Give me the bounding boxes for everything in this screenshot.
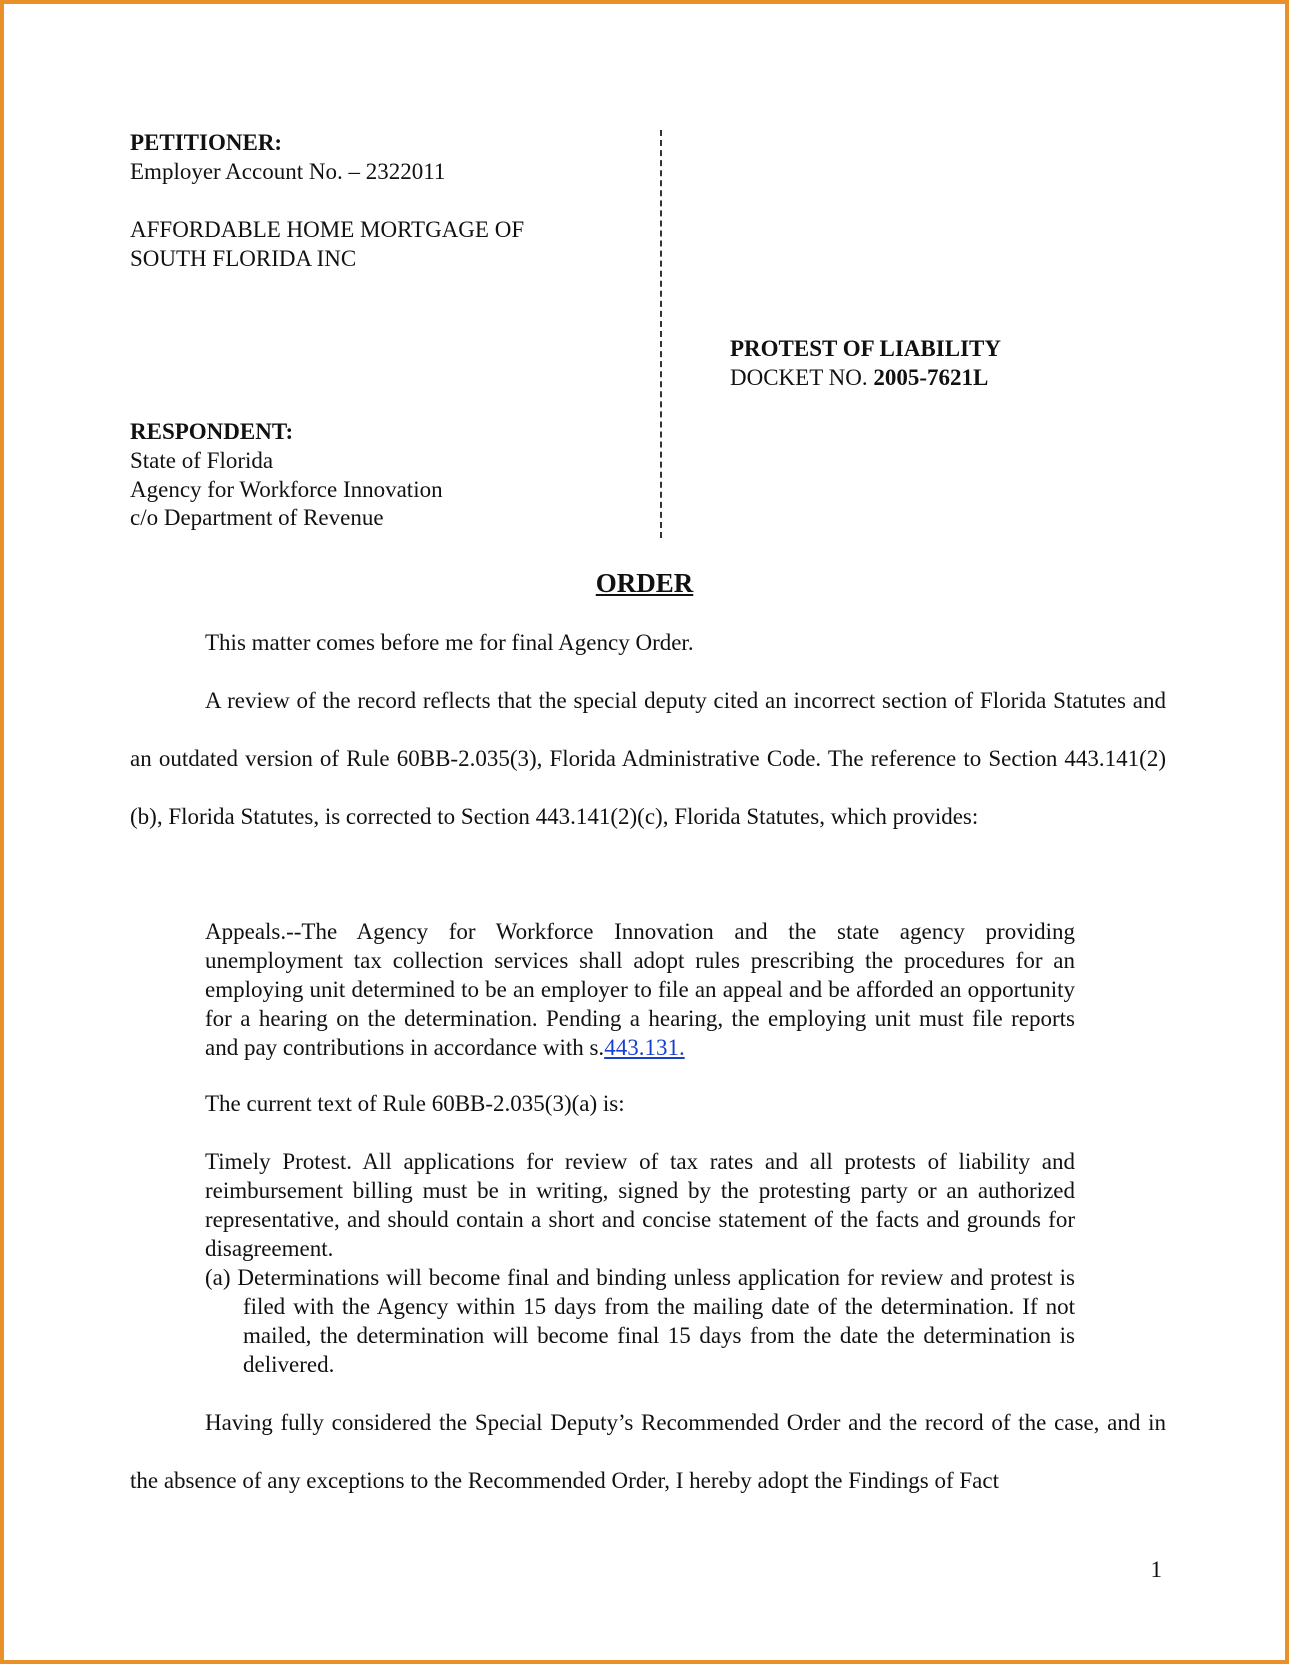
page-number: 1 <box>1150 1557 1162 1582</box>
paragraph-intro: This matter comes before me for final Agency Order. <box>205 630 694 655</box>
quote-appeals-text: Appeals.--The Agency for Workforce Innovation and the state agency providing unemployment tax collection services shall adopt rules prescribing the procedures for an employing unit determined to be an employer to file an appeal and be afforded an opportunity for a hearing on the determination. Pending a hearing, the employing unit must file reports and pay contributions in accordance with s. <box>205 919 1075 1060</box>
rule-intro: The current text of Rule 60BB-2.035(3)(a) is: <box>205 1091 625 1116</box>
statute-link[interactable]: 443.131. <box>604 1035 685 1060</box>
docket-number-line <box>730 363 988 392</box>
quote-appeals <box>205 917 1075 1062</box>
order-title: ORDER <box>595 568 694 598</box>
paragraph-final: Having fully considered the Special Deputy’s Recommended Order and the record of the case, and in the absence of any exceptions to the Recommended Order, I hereby adopt the Findings of Fact <box>130 1410 1166 1493</box>
employer-account: Employer Account No. – 2322011 <box>130 159 446 184</box>
respondent-label: RESPONDENT: <box>130 419 294 444</box>
docket-prefix: DOCKET NO. <box>730 365 874 390</box>
petitioner-label: PETITIONER: <box>130 130 283 155</box>
paragraph-review: A review of the record reflects that the special deputy cited an incorrect section of Florida Statutes and an outdated version of Rule 60BB-2.035(3), Florida Administrative Code. The reference to Section 443.141(2)(b), Florida Statutes, is corrected to Section 443.141(2)(c), Florida Statutes, which provides: <box>130 688 1166 829</box>
docket-number: 2005-7621L <box>873 365 989 390</box>
protest-title: PROTEST OF LIABILITY <box>730 336 1001 361</box>
company-name-line2: SOUTH FLORIDA INC <box>130 246 357 271</box>
respondent-line2: Agency for Workforce Innovation <box>130 477 443 502</box>
rule-item-a: (a) Determinations will become final and binding unless application for review and protest is filed with the Agency within 15 days from the mailing date of the determination. If not mailed, the determination will become final 15 days from the date the determination is delivered. <box>205 1265 1075 1377</box>
caption-divider <box>660 130 662 538</box>
respondent-line1: State of Florida <box>130 448 274 473</box>
respondent-line3: c/o Department of Revenue <box>130 505 384 530</box>
rule-text: Timely Protest. All applications for review of tax rates and all protests of liability and reimbursement billing must be in writing, signed by the protesting party or an authorized representative, and should contain a short and concise statement of the facts and grounds for disagreement. <box>205 1149 1075 1261</box>
company-name-line1: AFFORDABLE HOME MORTGAGE OF <box>130 217 525 242</box>
